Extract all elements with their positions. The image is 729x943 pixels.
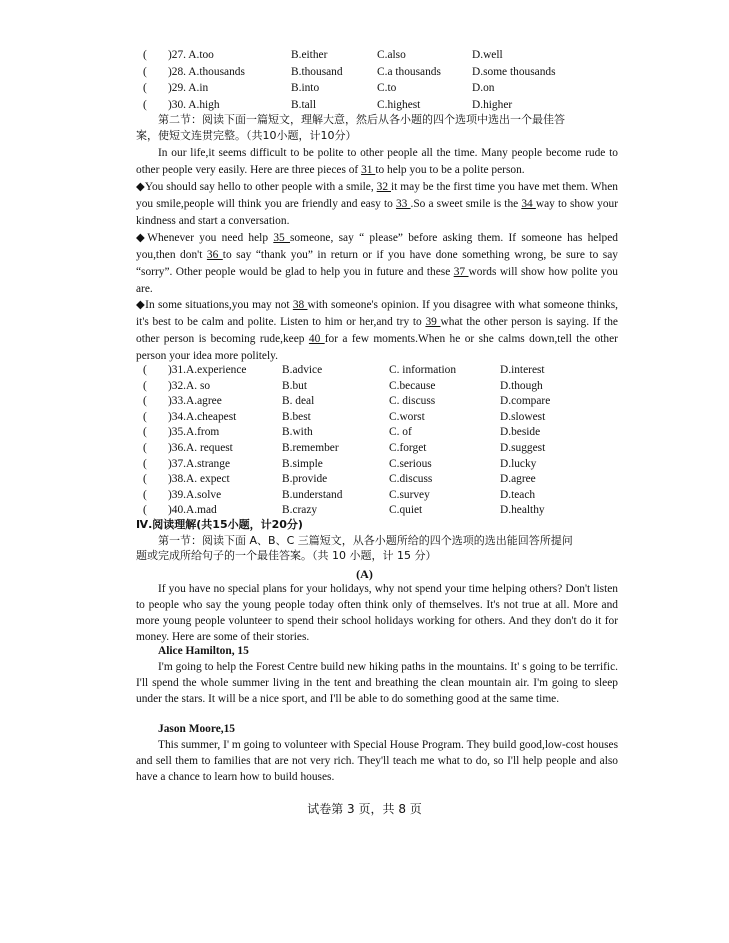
reading-intro: If you have no special plans for your holidays, why not spend your time helping others? Don't listen to people who say the young people today often think only of themselves. It's not true at all. More and more young people volunteer to spend their school holidays working for others. And they don't do it for money. Here are some of their stories. — [136, 583, 618, 643]
blank-40: 40 — [308, 333, 325, 345]
option-a: )30. A.high — [168, 99, 220, 111]
option-b: B.but — [282, 380, 308, 392]
option-c: C.because — [389, 380, 436, 392]
option-b: B.simple — [282, 458, 323, 470]
passage-a-label: (A) — [356, 567, 373, 581]
section2-instruction-line1: 第二节：阅读下面一篇短文，理解大意，然后从各小题的四个选项中选出一个最佳答 — [158, 113, 565, 126]
paren: ( — [143, 82, 147, 94]
option-d: D.healthy — [500, 504, 545, 516]
story-text-2: This summer, I' m going to volunteer with Special House Program. They build good,low-cost houses and sell them to families that are not very rich. They'll teach me what to do, so I'll help people and also have a chance to learn how to build houses. — [136, 739, 618, 783]
passage-paragraph-4: ◆In some situations,you may not 38 with someone's opinion. If you disagree with what someone thinks, it's best to be calm and polite. Listen to him or her,and try to 39 what the other person is saying. If the other person is becoming rude,keep 40 for a few moments.When he or she calms down,tell the other person your idea more politely. — [136, 299, 618, 362]
blank-39: 39 — [425, 316, 441, 328]
option-a: )37.A.strange — [168, 458, 230, 470]
option-b: B.understand — [282, 489, 343, 501]
option-c: C.to — [377, 82, 397, 94]
option-d: D.on — [472, 82, 495, 94]
option-b: B. deal — [282, 395, 315, 407]
option-a: )32.A. so — [168, 380, 211, 392]
option-a: )31.A.experience — [168, 364, 247, 376]
option-d: D.some thousands — [472, 66, 556, 78]
option-c: C.a thousands — [377, 66, 441, 78]
page-footer: 试卷第 3 页，共 8 页 — [307, 802, 422, 816]
paren: ( — [143, 380, 147, 392]
story-text-1: I'm going to help the Forest Centre build new hiking paths in the mountains. It' s going to be terrific. I'll spend the whole summer living in the tent and breathing the clean mountain air. I'm going to sleep under the stars. It will be a nice sport, and I'll be able to do something good at the same time. — [136, 661, 618, 705]
option-a: )34.A.cheapest — [168, 411, 237, 423]
paren: ( — [143, 426, 147, 438]
section2-instruction-line2: 案，使短文连贯完整。（共10小题，计10分） — [136, 129, 357, 142]
option-b: B.either — [291, 49, 328, 61]
option-c: C.forget — [389, 442, 427, 454]
option-c: C.discuss — [389, 473, 433, 485]
blank-35: 35 — [273, 232, 290, 244]
option-d: D.though — [500, 380, 543, 392]
option-a: )33.A.agree — [168, 395, 222, 407]
option-d: D.suggest — [500, 442, 546, 454]
paren: ( — [143, 442, 147, 454]
option-d: D.interest — [500, 364, 545, 376]
paren: ( — [143, 395, 147, 407]
option-c: C.serious — [389, 458, 432, 470]
option-c: C.also — [377, 49, 406, 61]
option-b: B.best — [282, 411, 311, 423]
blank-37: 37 — [453, 266, 469, 278]
option-b: B.provide — [282, 473, 328, 485]
passage-paragraph-1: In our life,it seems difficult to be polite to other people all the time. Many people become rude to other people very easily. Here are three pieces of 31 to help you to be a polite person. — [136, 147, 618, 176]
blank-36: 36 — [206, 249, 223, 261]
option-a: )35.A.from — [168, 426, 220, 438]
story-name-1: Alice Hamilton, 15 — [158, 645, 249, 657]
option-a: )39.A.solve — [168, 489, 222, 501]
option-b: B.crazy — [282, 504, 318, 516]
section4-heading: Ⅳ.阅读理解(共15小题，计20分) — [136, 518, 303, 531]
option-a: )29. A.in — [168, 82, 209, 94]
option-d: D.compare — [500, 395, 551, 407]
option-b: B.tall — [291, 99, 316, 111]
option-b: B.advice — [282, 364, 323, 376]
option-c: C.worst — [389, 411, 425, 423]
option-d: D.lucky — [500, 458, 537, 470]
option-a: )40.A.mad — [168, 504, 217, 516]
option-a: )27. A.too — [168, 49, 214, 61]
blank-38: 38 — [292, 299, 308, 311]
section4-instruction-line1: 第一节：阅读下面 A、B、C 三篇短文，从各小题所给的四个选项的选出能回答所提问 — [158, 534, 573, 547]
option-c: C.quiet — [389, 504, 423, 516]
option-c: C. discuss — [389, 395, 436, 407]
option-d: D.higher — [472, 99, 513, 111]
paren: ( — [143, 99, 147, 111]
paren: ( — [143, 364, 147, 376]
section4-instruction-line2: 题或完成所给句子的一个最佳答案。（共 10 小题，计 15 分） — [136, 549, 437, 562]
passage-paragraph-3: ◆Whenever you need help 35 someone, say “ please” before asking them. If someone has helped you,then don't 36 to say “thank you” in return or if you have done something wrong, be sure to say “sorry”. Other people would be glad to help you in future and these 37 words will show how polite you are. — [136, 232, 618, 295]
blank-34: 34 — [521, 198, 536, 210]
option-d: D.slowest — [500, 411, 546, 423]
option-c: C. information — [389, 364, 457, 376]
option-d: D.beside — [500, 426, 541, 438]
paren: ( — [143, 411, 147, 423]
paren: ( — [143, 473, 147, 485]
passage-paragraph-2: ◆You should say hello to other people with a smile, 32 it may be the first time you have met them. When you smile,people will think you are friendly and easy to 33 .So a sweet smile is the 34 way to show your kindness and start a conversation. — [136, 181, 619, 227]
option-d: D.teach — [500, 489, 536, 501]
paren: ( — [143, 458, 147, 470]
paren: ( — [143, 489, 147, 501]
option-c: C.survey — [389, 489, 430, 501]
option-b: B.into — [291, 82, 320, 94]
blank-33: 33 — [395, 198, 411, 210]
story-name-2: Jason Moore,15 — [158, 723, 235, 735]
option-a: )36.A. request — [168, 442, 233, 454]
paren: ( — [143, 49, 147, 61]
blank-31: 31 — [361, 164, 376, 176]
option-c: C. of — [389, 426, 412, 438]
option-b: B.thousand — [291, 66, 343, 78]
option-a: )38.A. expect — [168, 473, 230, 485]
paren: ( — [143, 504, 147, 516]
option-d: D.agree — [500, 473, 536, 485]
option-a: )28. A.thousands — [168, 66, 245, 78]
paren: ( — [143, 66, 147, 78]
option-c: C.highest — [377, 99, 421, 111]
option-d: D.well — [472, 49, 503, 61]
option-b: B.remember — [282, 442, 339, 454]
blank-32: 32 — [376, 181, 391, 193]
option-b: B.with — [282, 426, 313, 438]
